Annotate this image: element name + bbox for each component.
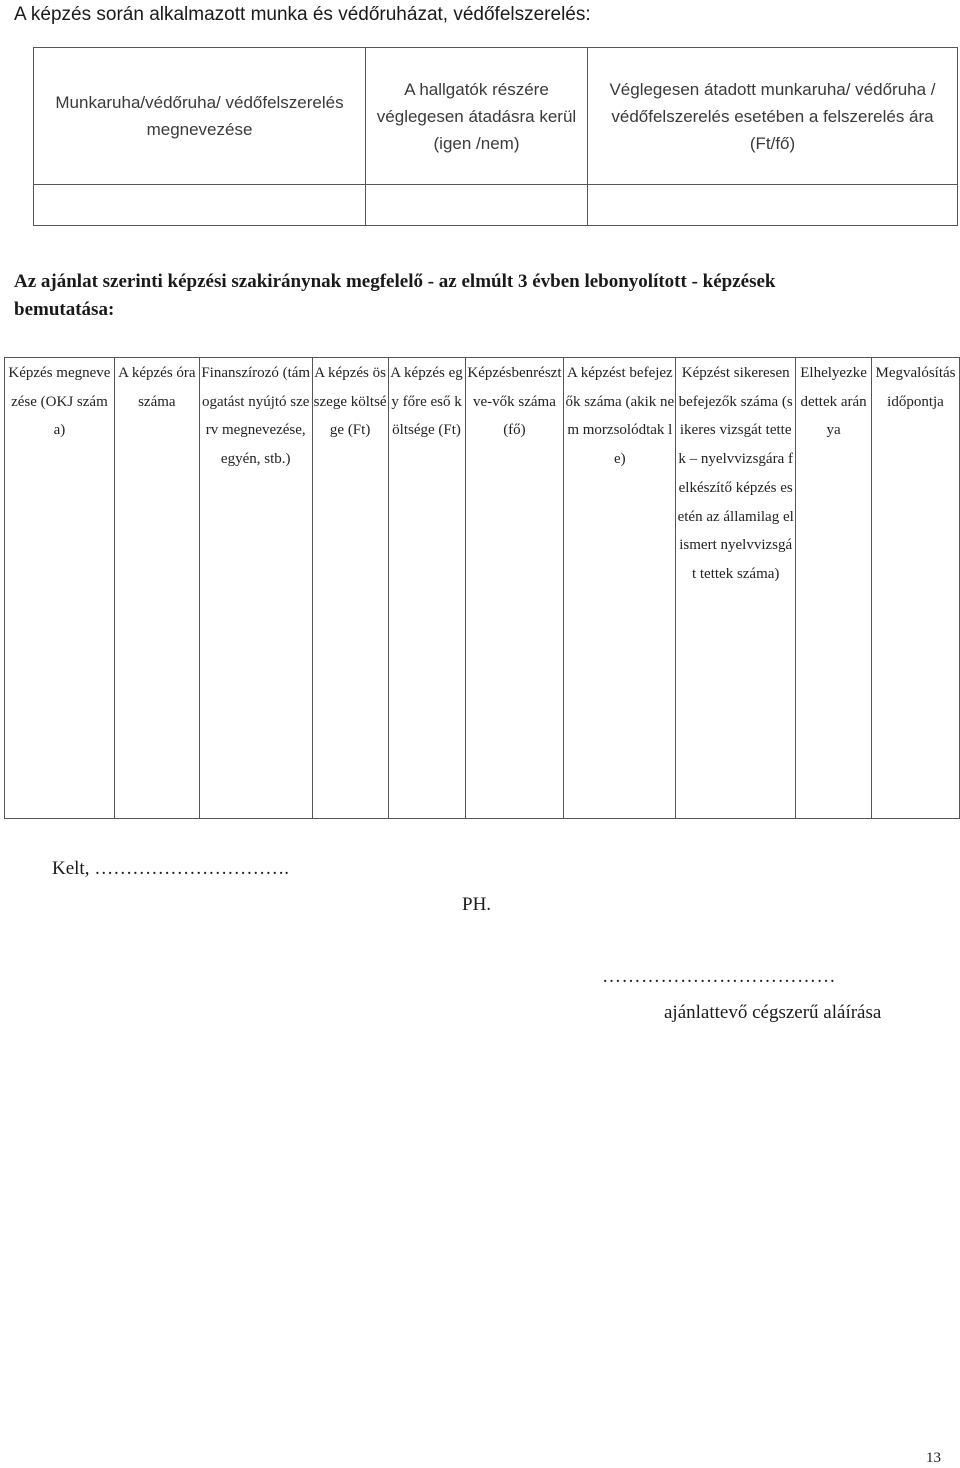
section2-title-main: Az ajánlat szerinti képzési szakiránynak megfelelő - az elmúlt 3 évben lebonyolított - képzések [14,271,776,292]
trainings-header-date: Megvalósítás időpontja [872,358,960,819]
signature-line: ……………………………… [602,966,836,987]
section2-title [14,268,934,324]
trainings-header-total-cost: A képzés összege költsége (Ft) [312,358,388,819]
trainings-header-completers: A képzést befejezők száma (akik nem morzsolódtak le) [564,358,676,819]
trainings-header-funder: Finanszírozó (támogatást nyújtó szerv megnevezése, egyén, stb.) [199,358,312,819]
workwear-cell-name[interactable] [34,185,366,226]
workwear-header-handover: A hallgatók részére véglegesen átadásra kerül (igen /nem) [366,48,588,185]
workwear-header-name: Munkaruha/védőruha/ védőfelszerelés megnevezése [34,48,366,185]
trainings-table [4,357,960,819]
trainings-header-placement: Elhelyezkedettek aránya [796,358,872,819]
trainings-header-cost-per-person: A képzés egy főre eső költsége (Ft) [388,358,465,819]
page-number: 13 [926,1450,941,1466]
trainings-header-name: Képzés megnevezése (OKJ száma) [5,358,115,819]
kelt-field: Kelt, …………………………. [52,858,289,879]
trainings-header-successful: Képzést sikeresen befejezők száma (sikeres vizsgát tettek – nyelvvizsgára felkészítő képzés esetén az államilag elismert nyelvvizsgát tettek száma) [676,358,796,819]
workwear-cell-price[interactable] [588,185,958,226]
ph-stamp-label: PH. [462,894,492,915]
workwear-table [33,47,958,226]
trainings-header-hours: A képzés óraszáma [114,358,199,819]
trainings-table-header-row [5,358,960,819]
workwear-header-price: Véglegesen átadott munkaruha/ védőruha / védőfelszerelés esetében a felszerelés ára (Ft/fő) [588,48,958,185]
trainings-header-participants: Képzésbenrésztve-vők száma (fő) [465,358,564,819]
signature-label: ajánlattevő cégszerű aláírása [664,1002,882,1023]
workwear-cell-handover[interactable] [366,185,588,226]
workwear-table-row [34,185,958,226]
section2-title-suffix: bemutatása: [14,299,115,320]
workwear-table-header-row [34,48,958,185]
section1-title: A képzés során alkalmazott munka és védőruházat, védőfelszerelés: [14,4,591,25]
